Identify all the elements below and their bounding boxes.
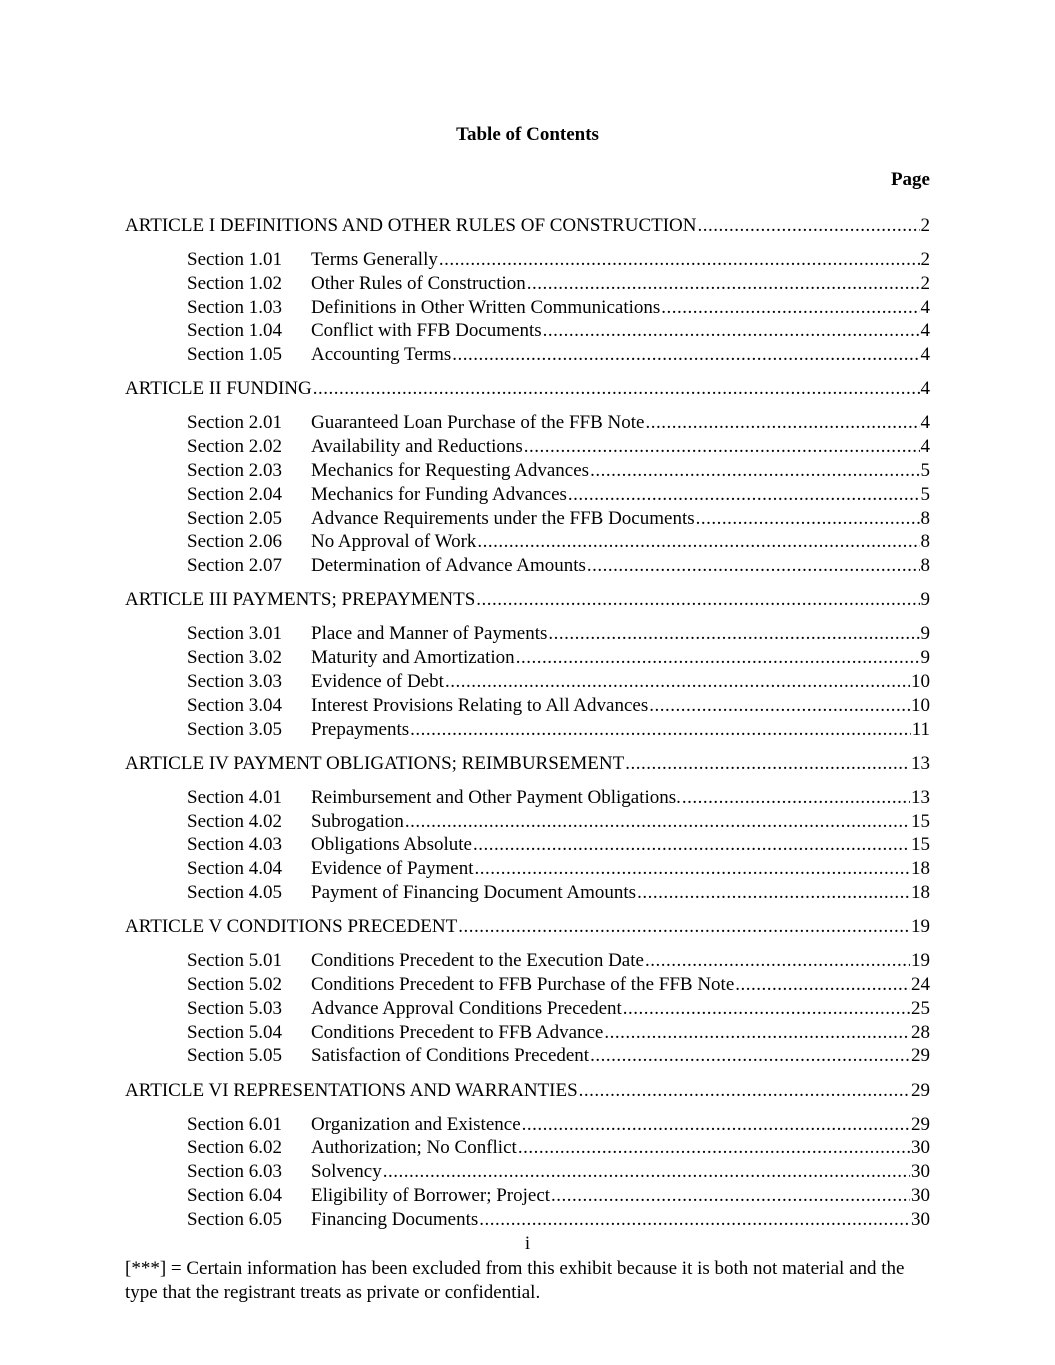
dot-leader <box>661 296 919 320</box>
section-number: Section 6.05 <box>187 1208 282 1230</box>
section-title: Mechanics for Requesting Advances <box>311 460 590 481</box>
dot-leader <box>637 881 910 905</box>
toc-section-entry[interactable] <box>187 997 930 1021</box>
dot-leader <box>527 272 920 296</box>
dot-leader <box>579 1079 910 1103</box>
dot-leader <box>543 319 920 343</box>
section-title: Reimbursement and Other Payment Obligations. <box>311 786 681 808</box>
dot-leader <box>477 530 919 554</box>
toc-section-entry[interactable] <box>187 483 930 507</box>
toc-section-entry[interactable] <box>187 248 930 272</box>
section-title: Guaranteed Loan Purchase of the FFB Note <box>311 412 645 434</box>
section-page-number: 8 <box>920 531 930 553</box>
toc-section-entry[interactable] <box>187 296 930 320</box>
toc-section-entry[interactable] <box>187 459 930 483</box>
dot-leader <box>649 694 910 718</box>
toc-section-entry[interactable] <box>187 1021 930 1045</box>
section-number: Section 4.03 <box>187 834 282 856</box>
dot-leader <box>313 377 920 401</box>
dot-leader <box>623 997 910 1021</box>
section-number: Section 5.05 <box>187 1045 282 1067</box>
section-number: Section 5.03 <box>187 997 282 1019</box>
section-page-number: 15 <box>911 834 930 856</box>
dot-leader <box>625 752 910 776</box>
section-number: Section 2.06 <box>187 531 282 553</box>
section-number: Section 4.05 <box>187 882 282 903</box>
section-page-number: 5 <box>920 460 930 481</box>
section-page-number: 28 <box>911 1021 930 1043</box>
section-number: Section 6.02 <box>187 1137 282 1159</box>
section-title: Payment of Financing Document Amounts <box>311 882 637 903</box>
section-page-number: 9 <box>920 623 930 645</box>
section-title: Advance Requirements under the FFB Documents <box>311 507 695 529</box>
toc-section-entry[interactable] <box>187 881 930 905</box>
section-number: Section 1.03 <box>187 296 282 318</box>
dot-leader <box>548 622 919 646</box>
section-title: Determination of Advance Amounts <box>311 555 586 577</box>
dot-leader <box>452 343 919 367</box>
section-number: Section 6.04 <box>187 1185 282 1206</box>
section-title: Advance Approval Conditions Precedent <box>311 997 622 1019</box>
section-number: Section 6.01 <box>187 1113 282 1135</box>
dot-leader <box>405 810 910 834</box>
section-page-number: 15 <box>911 810 930 832</box>
toc-section-entry[interactable] <box>187 507 930 531</box>
dot-leader <box>590 459 919 483</box>
section-title: Accounting Terms <box>311 344 452 366</box>
dot-leader <box>590 1044 910 1068</box>
section-page-number: 8 <box>920 555 930 577</box>
toc-section-entry[interactable] <box>187 857 930 881</box>
section-title: Solvency <box>311 1161 382 1183</box>
section-page-number: 11 <box>911 718 930 740</box>
section-title: Place and Manner of Payments <box>311 623 548 645</box>
section-title: Financing Documents <box>311 1208 479 1230</box>
section-title: Maturity and Amortization <box>311 647 515 669</box>
dot-leader <box>473 833 910 857</box>
section-page-number: 30 <box>911 1208 930 1230</box>
dot-leader <box>439 248 920 272</box>
toc-article-entry[interactable] <box>125 588 930 612</box>
dot-leader <box>604 1021 910 1045</box>
toc-section-entry[interactable] <box>187 622 930 646</box>
article-title: ARTICLE II FUNDING <box>125 378 312 400</box>
section-number: Section 3.02 <box>187 647 282 669</box>
toc-article-entry[interactable] <box>125 377 930 401</box>
toc-section-entry[interactable] <box>187 973 930 997</box>
section-number: Section 6.03 <box>187 1161 282 1183</box>
toc-section-entry[interactable] <box>187 833 930 857</box>
toc-section-entry[interactable] <box>187 343 930 367</box>
section-page-number: 4 <box>920 320 930 342</box>
section-title: Organization and Existence <box>311 1113 521 1135</box>
section-number: Section 3.01 <box>187 623 282 645</box>
section-number: Section 5.01 <box>187 950 282 972</box>
section-page-number: 13 <box>911 786 930 808</box>
toc-section-entry[interactable] <box>187 319 930 343</box>
dot-leader <box>458 915 910 939</box>
section-title: Eligibility of Borrower; Project <box>311 1185 551 1206</box>
section-page-number: 30 <box>911 1161 930 1183</box>
section-page-number: 29 <box>911 1113 930 1135</box>
section-page-number: 10 <box>911 671 930 692</box>
dot-leader <box>524 435 920 459</box>
section-title: Evidence of Debt <box>311 671 444 692</box>
dot-leader <box>476 588 919 612</box>
article-title: ARTICLE I DEFINITIONS AND OTHER RULES OF CONSTRUCTION <box>125 215 697 236</box>
section-title: Satisfaction of Conditions Precedent <box>311 1045 590 1067</box>
toc-section-entry[interactable] <box>187 411 930 435</box>
toc-section-entry[interactable] <box>187 718 930 742</box>
section-title: Other Rules of Construction <box>311 272 526 294</box>
section-page-number: 29 <box>911 1045 930 1067</box>
article-page-number: 13 <box>911 752 930 774</box>
section-title: Subrogation <box>311 810 404 832</box>
section-page-number: 5 <box>920 483 930 505</box>
dot-leader <box>682 786 910 810</box>
section-page-number: 18 <box>911 858 930 880</box>
article-page-number: 9 <box>920 589 930 611</box>
section-page-number: 10 <box>911 694 930 716</box>
section-title: Interest Provisions Relating to All Advances <box>311 694 649 716</box>
toc-title: Table of Contents <box>456 124 599 145</box>
section-title: Conflict with FFB Documents <box>311 320 542 342</box>
section-number: Section 2.01 <box>187 412 282 434</box>
section-title: No Approval of Work <box>311 531 477 553</box>
toc-article-entry[interactable] <box>125 214 930 238</box>
article-page-number: 2 <box>920 215 930 236</box>
toc-article-entry[interactable] <box>125 1079 930 1103</box>
section-number: Section 1.02 <box>187 272 282 294</box>
toc-section-entry[interactable] <box>187 1160 930 1184</box>
section-title: Authorization; No Conflict <box>311 1137 517 1159</box>
section-title: Evidence of Payment <box>311 858 474 880</box>
section-title: Conditions Precedent to the Execution Date <box>311 950 644 972</box>
section-page-number: 9 <box>920 647 930 669</box>
section-page-number: 30 <box>911 1185 930 1206</box>
section-number: Section 1.04 <box>187 320 282 342</box>
toc-section-entry[interactable] <box>187 530 930 554</box>
section-number: Section 1.05 <box>187 344 282 366</box>
dot-leader <box>551 1184 910 1208</box>
toc-section-entry[interactable] <box>187 810 930 834</box>
toc-section-entry[interactable] <box>187 670 930 694</box>
section-number: Section 2.02 <box>187 436 282 458</box>
toc-section-entry[interactable] <box>187 1044 930 1068</box>
dot-leader <box>383 1160 910 1184</box>
section-title: Obligations Absolute <box>311 834 472 856</box>
section-page-number: 2 <box>920 272 930 294</box>
section-number: Section 1.01 <box>187 249 282 270</box>
toc-section-entry[interactable] <box>187 786 930 810</box>
section-page-number: 24 <box>911 974 930 995</box>
section-title: Availability and Reductions <box>311 436 523 458</box>
section-number: Section 2.03 <box>187 460 282 481</box>
dot-leader <box>410 718 911 742</box>
section-number: Section 3.03 <box>187 671 282 692</box>
dot-leader <box>735 973 910 997</box>
section-page-number: 18 <box>911 882 930 903</box>
section-number: Section 2.07 <box>187 555 282 577</box>
dot-leader <box>445 670 910 694</box>
section-number: Section 2.05 <box>187 507 282 529</box>
section-number: Section 4.02 <box>187 810 282 832</box>
section-page-number: 30 <box>911 1137 930 1159</box>
section-number: Section 3.05 <box>187 718 282 740</box>
section-title: Prepayments <box>311 718 410 740</box>
dot-leader <box>696 507 920 531</box>
toc-section-entry[interactable] <box>187 949 930 973</box>
section-number: Section 5.02 <box>187 974 282 995</box>
section-title: Conditions Precedent to FFB Advance <box>311 1021 604 1043</box>
article-title: ARTICLE VI REPRESENTATIONS AND WARRANTIES <box>125 1079 578 1101</box>
toc-section-entry[interactable] <box>187 435 930 459</box>
toc-article-entry[interactable] <box>125 915 930 939</box>
dot-leader <box>522 1113 910 1137</box>
dot-leader <box>568 483 920 507</box>
toc-section-entry[interactable] <box>187 1113 930 1137</box>
article-title: ARTICLE III PAYMENTS; PREPAYMENTS <box>125 589 476 611</box>
dot-leader <box>518 1136 910 1160</box>
section-page-number: 4 <box>920 344 930 366</box>
dot-leader <box>475 857 910 881</box>
article-title: ARTICLE V CONDITIONS PRECEDENT <box>125 916 458 938</box>
section-number: Section 4.04 <box>187 858 282 880</box>
section-title: Terms Generally <box>311 249 438 270</box>
page-column-header: Page <box>890 169 930 190</box>
section-page-number: 4 <box>920 436 930 458</box>
section-number: Section 2.04 <box>187 483 282 505</box>
dot-leader <box>698 214 920 238</box>
toc-section-entry[interactable] <box>187 694 930 718</box>
section-page-number: 2 <box>920 249 930 270</box>
section-page-number: 4 <box>920 296 930 318</box>
section-number: Section 5.04 <box>187 1021 282 1043</box>
dot-leader <box>479 1208 910 1232</box>
article-title: ARTICLE IV PAYMENT OBLIGATIONS; REIMBURSEMENT <box>125 752 625 774</box>
page-number: i <box>524 1233 531 1254</box>
section-page-number: 19 <box>911 950 930 972</box>
section-title: Definitions in Other Written Communications <box>311 296 661 318</box>
article-page-number: 29 <box>911 1079 930 1101</box>
dot-leader <box>645 949 910 973</box>
section-number: Section 3.04 <box>187 694 282 716</box>
toc-section-entry[interactable] <box>187 1208 930 1232</box>
toc-article-entry[interactable] <box>125 752 930 776</box>
article-page-number: 4 <box>920 378 930 400</box>
section-title: Mechanics for Funding Advances <box>311 483 567 505</box>
toc-section-entry[interactable] <box>187 272 930 296</box>
toc-section-entry[interactable] <box>187 554 930 578</box>
section-page-number: 25 <box>911 997 930 1019</box>
toc-section-entry[interactable] <box>187 646 930 670</box>
section-page-number: 8 <box>920 507 930 529</box>
toc-section-entry[interactable] <box>187 1184 930 1208</box>
section-page-number: 4 <box>920 412 930 434</box>
dot-leader <box>587 554 920 578</box>
footnote: [***] = Certain information has been excluded from this exhibit because it is both not material and the type that the registrant treats as private or confidential. <box>125 1258 905 1303</box>
toc-section-entry[interactable] <box>187 1136 930 1160</box>
article-page-number: 19 <box>911 916 930 938</box>
dot-leader <box>516 646 920 670</box>
section-number: Section 4.01 <box>187 786 282 808</box>
dot-leader <box>645 411 919 435</box>
section-title: Conditions Precedent to FFB Purchase of the FFB Note <box>311 974 735 995</box>
